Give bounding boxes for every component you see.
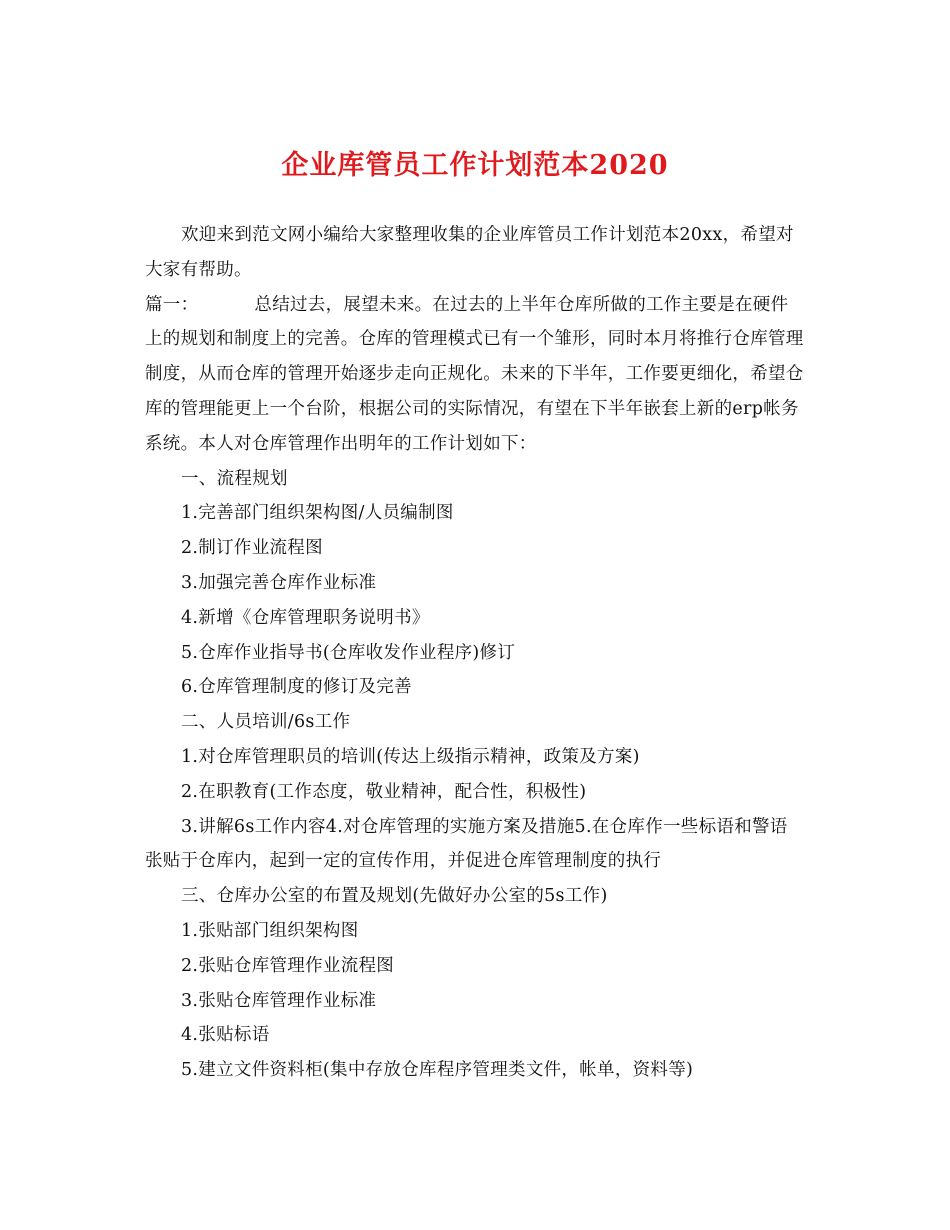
document-body [145,218,805,1088]
intro-paragraph: 欢迎来到范文网小编给大家整理收集的企业库管员工作计划范本20xx，希望对大家有帮助。 [145,225,794,280]
section-paragraph [145,288,805,462]
list-item: 3.加强完善仓库作业标准 [181,572,377,593]
heading-process-planning: 一、流程规划 [181,468,288,489]
list-item: 1.对仓库管理职员的培训(传达上级指示精神，政策及方案) [181,746,640,767]
list-item: 1.张贴部门组织架构图 [181,920,359,941]
list-item: 2.张贴仓库管理作业流程图 [181,955,395,976]
list-item: 5.建立文件资料柜(集中存放仓库程序管理类文件，帐单，资料等) [181,1060,694,1081]
list-item: 3.张贴仓库管理作业标准 [181,990,377,1011]
list-item: 4.新增《仓库管理职务说明书》 [181,607,430,628]
summary-text: 总结过去，展望未来。在过去的上半年仓库所做的工作主要是在硬件上的规划和制度上的完善。仓库的管理模式已有一个雏形，同时本月将推行仓库管理制度，从而仓库的管理开始逐步走向正规化。未来的下半年，工作要更细化，希望仓库的管理能更上一个台阶，根据公司的实际情况，有望在下半年嵌套上新的erp帐务系统。本人对仓库管理作出明年的工作计划如下： [145,294,804,454]
document-title: 企业库管员工作计划范本2020 [281,150,669,181]
list-item: 2.在职教育(工作态度，敬业精神，配合性，积极性) [181,781,587,802]
list-item: 1.完善部门组织架构图/人员编制图 [181,503,454,524]
section-label: 篇一： [145,294,199,315]
list-item: 6.仓库管理制度的修订及完善 [181,677,412,698]
list-item: 3.讲解6s工作内容4.对仓库管理的实施方案及措施5.在仓库作一些标语和警语张贴于仓库内，起到一定的宣传作用，并促进仓库管理制度的执行 [145,816,788,872]
list-item: 5.仓库作业指导书(仓库收发作业程序)修订 [181,642,516,663]
heading-office-layout: 三、仓库办公室的布置及规划(先做好办公室的5s工作) [181,886,608,907]
list-item: 4.张贴标语 [181,1025,270,1046]
heading-staff-training: 二、人员培训/6s工作 [181,712,351,733]
list-item: 2.制订作业流程图 [181,538,323,559]
